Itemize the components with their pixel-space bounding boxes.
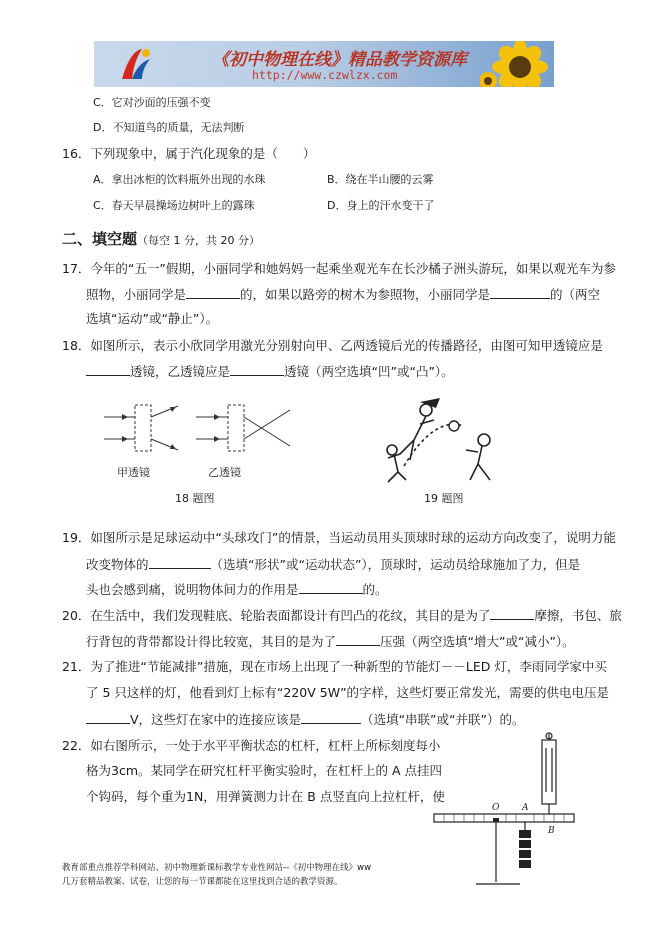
- q16-stem: 16．下列现象中，属于汽化现象的是（ ）: [62, 146, 316, 161]
- answer-blank[interactable]: [490, 607, 534, 620]
- q18-line1: 18．如图所示，表示小欣同学用激光分别射向甲、乙两透镜后光的传播路径，由图可知甲透镜应是: [62, 338, 603, 353]
- q16-option-b: B．绕在半山腰的云雾: [327, 173, 434, 186]
- q19-line2: 改变物体的 （选填“形状”或“运动状态”），顶球时，运动员给球施加了力，但是: [86, 557, 581, 572]
- answer-blank[interactable]: [230, 363, 284, 376]
- figure-19-caption: 19 题图: [424, 492, 464, 505]
- footer-line2: 几万套精品教案、试卷，让您的每一节课都能在这里找到合适的教学资源。: [62, 877, 343, 887]
- q15-option-d: D．不知道鸟的质量，无法判断: [93, 121, 245, 134]
- q17-line2: 照物，小丽同学是 的，如果以路旁的树木为参照物，小丽同学是 的（两空: [86, 287, 601, 302]
- site-logo: [116, 45, 156, 83]
- q15-option-c: C．它对沙面的压强不变: [93, 96, 211, 109]
- q21-line1: 21．为了推进“节能减排”措施，现在市场上出现了一种新型的节能灯－－LED 灯，李雨同学家中买: [62, 659, 607, 674]
- q20-line1: 20．在生活中，我们发现鞋底、轮胎表面都设计有凹凸的花纹，其目的是为了 摩擦，书包、旅: [62, 608, 622, 623]
- banner-url[interactable]: http://www.czwlzx.com: [252, 68, 398, 82]
- section-heading: [62, 228, 260, 249]
- q16-option-d: D．身上的汗水变干了: [327, 199, 435, 212]
- answer-blank[interactable]: [336, 633, 380, 646]
- section-title: 二、填空题: [62, 230, 138, 248]
- q17-line3: 选填“运动”或“静止”）。: [86, 311, 219, 326]
- lens-diagram: [100, 400, 295, 460]
- answer-blank[interactable]: [149, 556, 211, 569]
- lens-label-yi: 乙透镜: [208, 466, 241, 479]
- q20-line2: 行背包的背带都设计得比较宽，其目的是为了 压强（两空选填“增大”或“减小”）。: [86, 634, 575, 649]
- answer-blank[interactable]: [186, 286, 240, 299]
- q17-line1: 17．今年的“五一”假期，小丽同学和她妈妈一起乘坐观光车在长沙橘子洲头游玩，如果以观光车为参: [62, 261, 616, 276]
- q16-option-a: A．拿出冰柜的饮料瓶外出现的水珠: [93, 173, 266, 186]
- answer-blank[interactable]: [86, 363, 130, 376]
- answer-blank[interactable]: [301, 711, 361, 724]
- lever-label-o: O: [492, 803, 500, 813]
- section-note: （每空 1 分，共 20 分）: [137, 234, 260, 247]
- header-banner: [94, 41, 554, 87]
- q22-line3: 个钩码，每个重为1N，用弹簧测力计在 B 点竖直向上拉杠杆，使: [86, 789, 445, 804]
- lever-label-a: A: [522, 803, 529, 813]
- q22-line1: 22．如右图所示，一处于水平平衡状态的杠杆，杠杆上所标刻度每小: [62, 738, 441, 753]
- answer-blank[interactable]: [490, 286, 550, 299]
- sunflower-image: [480, 41, 554, 87]
- q18-line2: 透镜，乙透镜应是 透镜（两空选填“凹”或“凸”）。: [86, 363, 454, 380]
- lever-label-b: B: [548, 826, 555, 836]
- footer-line1: 教育部重点推荐学科网站、初中物理新课标教学专业性网站--《初中物理在线》ww: [62, 863, 372, 873]
- figure-18-caption: 18 题图: [175, 492, 215, 505]
- q22-line2: 格为3cm。某同学在研究杠杆平衡实验时，在杠杆上的 A 点挂四: [86, 763, 443, 778]
- soccer-header-illustration: [374, 396, 504, 486]
- q19-line3: 头也会感到痛，说明物体间力的作用是 的。: [86, 582, 388, 597]
- q21-line3: V，这些灯在家中的连接应该是 （选填“串联”或“并联”）的。: [86, 711, 524, 728]
- lens-label-jia: 甲透镜: [117, 466, 150, 479]
- lever-diagram: [430, 732, 576, 888]
- q16-option-c: C．春天早晨操场边树叶上的露珠: [93, 199, 255, 212]
- q19-line1: 19．如图所示是足球运动中“头球攻门”的情景，当运动员用头顶球时球的运动方向改变了，说明力能: [62, 530, 616, 545]
- answer-blank[interactable]: [86, 711, 130, 724]
- answer-blank[interactable]: [299, 581, 363, 594]
- banner-title: 《初中物理在线》精品教学资源库: [212, 50, 467, 70]
- q21-line2: 了 5 只这样的灯，他看到灯上标有“220V 5W”的字样，这些灯要正常发光，需要的供电电压是: [86, 685, 610, 700]
